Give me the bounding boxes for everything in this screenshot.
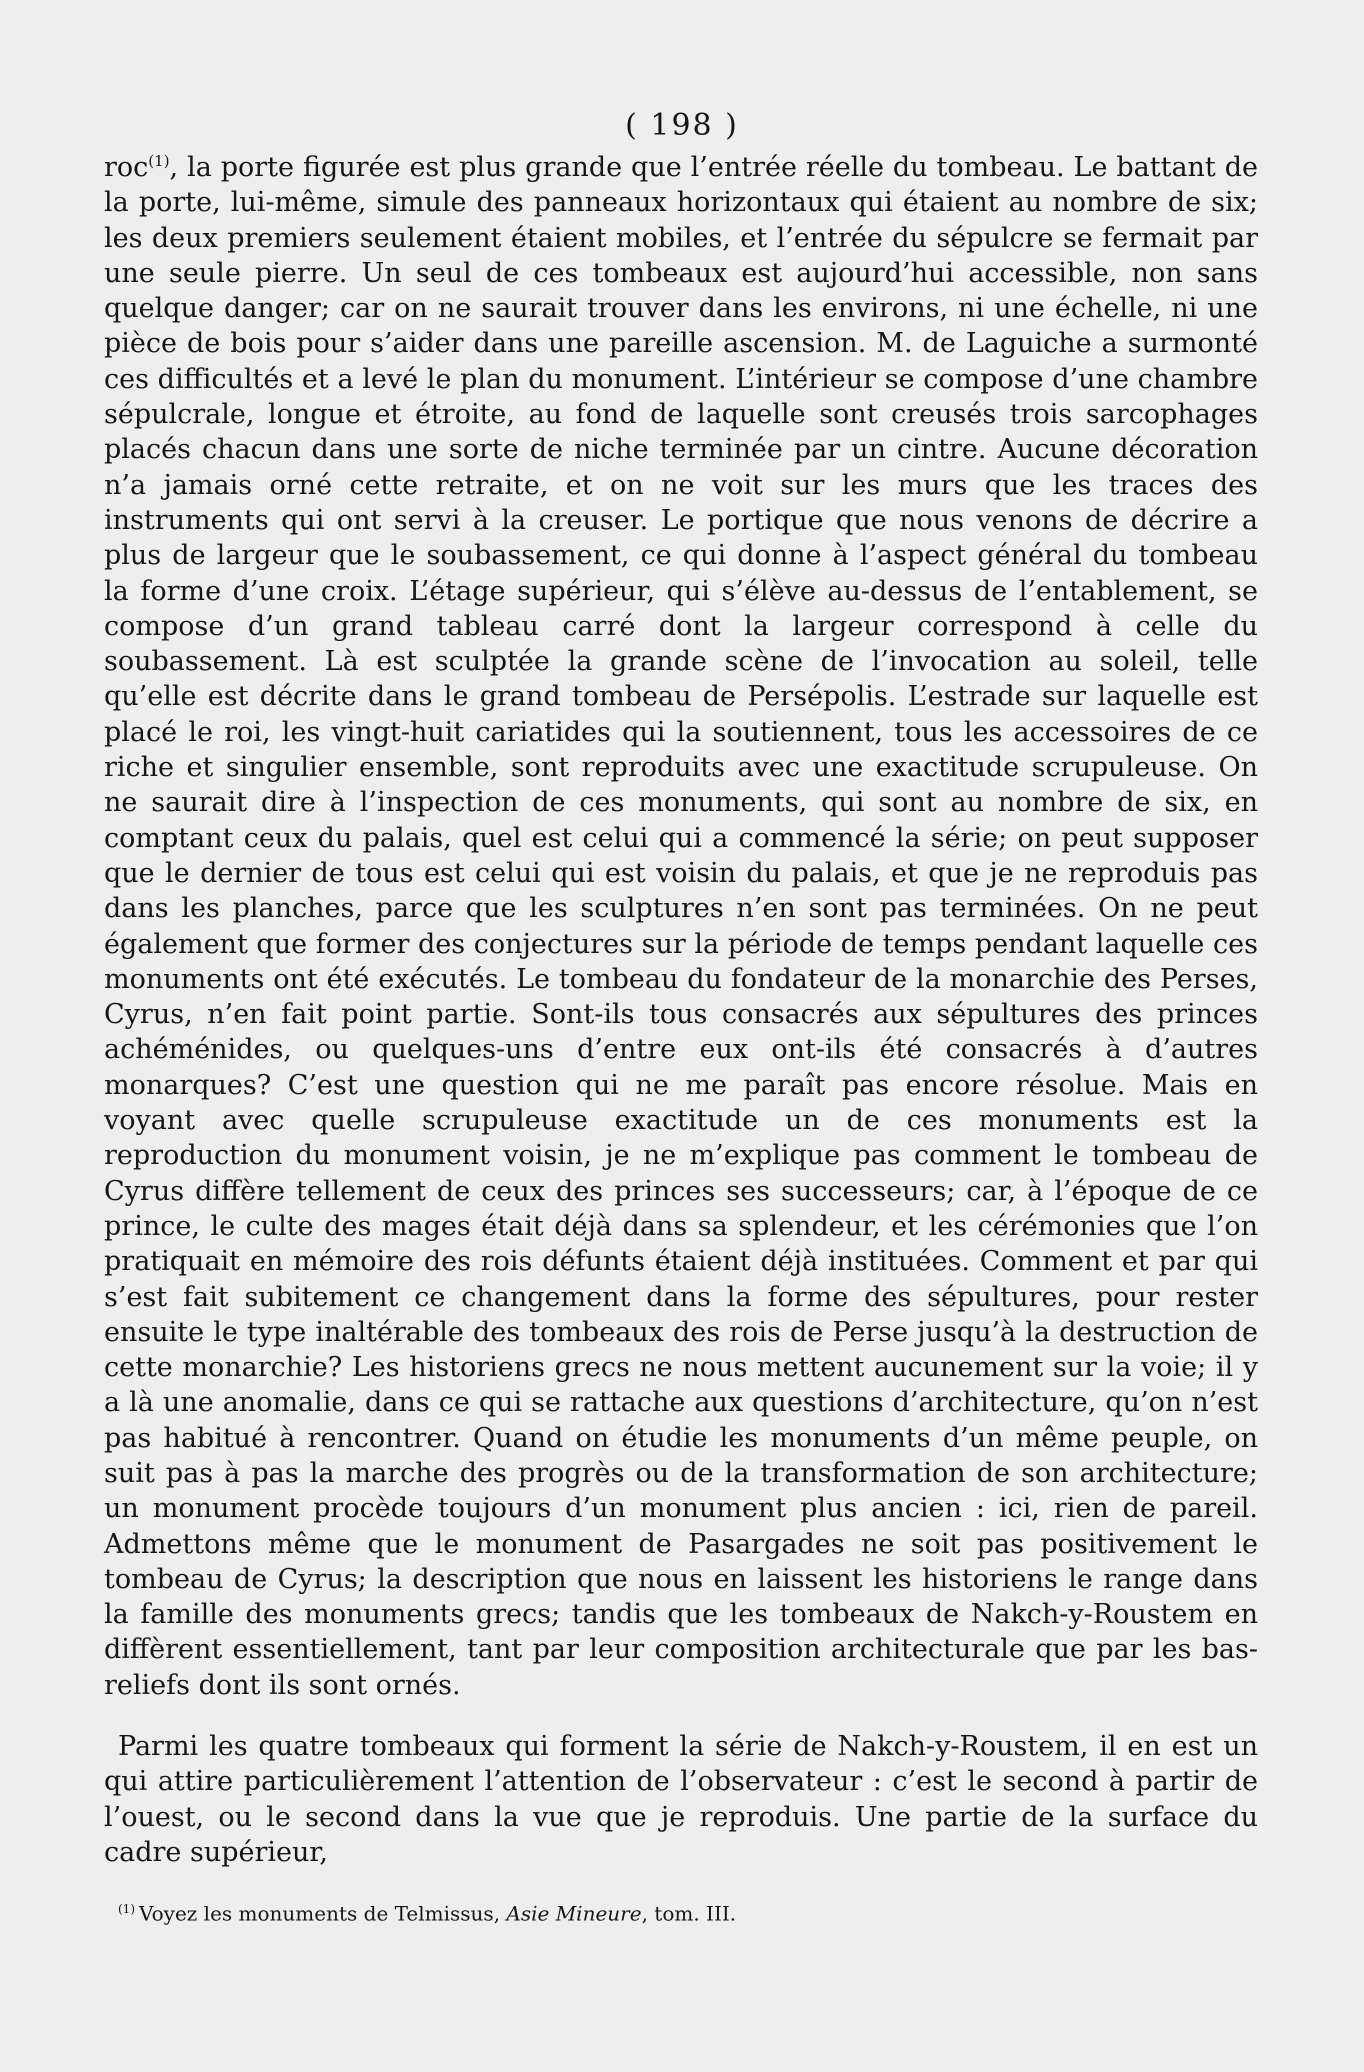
footnote-reference: (1) [148,152,170,170]
footnote-number: (1) [118,1902,135,1916]
page-number: ( 198 ) [625,108,739,143]
footnote [118,1896,1218,1927]
footnote-italic-title: Asie Mineure [506,1901,642,1926]
paragraph-1-body: , la porte figurée est plus grande que l’entrée réelle du tombeau. Le battant de la porte, lui-même, simule des panneaux horizontaux qui étaient au nombre de six; les deux premiers seulement étaient mobiles, et l’entrée du sépulcre se fermait par une seule pierre. Un seul de ces tombeaux est aujourd’hui accessible, non sans quelque danger; car on ne saurait trouver dans les environs, ni une échelle, ni une pièce de bois pour s’aider dans une pareille ascension. M. de Laguiche a surmonté ces difficultés et a levé le plan du monument. L’intérieur se compose d’une chambre sépulcrale, longue et étroite, au fond de laquelle sont creusés trois sarcophages placés chacun dans une sorte de niche terminée par un cintre. Aucune décoration n’a jamais orné cette retraite, et on ne voit sur les murs que les traces des instruments qui ont servi à la creuser. Le portique que nous venons de décrire a plus de largeur que le soubassement, ce qui donne à l’aspect général du tombeau la forme d’une croix. L’étage supérieur, qui s’élève au-dessus de l’entablement, se compose d’un grand tableau carré dont la largeur correspond à celle du soubassement. Là est sculptée la grande scène de l’invocation au soleil, telle qu’elle est décrite dans le grand tombeau de Persépolis. L’estrade sur laquelle est placé le roi, les vingt-huit cariatides qui la soutiennent, tous les accessoires de ce riche et singulier ensemble, sont reproduits avec une exactitude scrupuleuse. On ne saurait dire à l’inspection de ces monuments, qui sont au nombre de six, en comptant ceux du palais, quel est celui qui a commencé la série; on peut supposer que le dernier de tous est celui qui est voisin du palais, et que je ne reproduis pas dans les planches, parce que les sculptures n’en sont pas terminées. On ne peut également que former des conjectures sur la période de temps pendant laquelle ces monuments ont été exécutés. Le tombeau du fondateur de la monarchie des Perses, Cyrus, n’en fait point partie. Sont-ils tous consacrés aux sépultures des princes achéménides, ou quelques-uns d’entre eux ont-ils été consacrés à d’autres monarques? C’est une question qui ne me paraît pas encore résolue. Mais en voyant avec quelle scrupuleuse exactitude un de ces monuments est la reproduction du monument voisin, je ne m’explique pas comment le tombeau de Cyrus diffère tellement de ceux des princes ses successeurs; car, à l’époque de ce prince, le culte des mages était déjà dans sa splendeur, et les cérémonies que l’on pratiquait en mémoire des rois défunts étaient déjà instituées. Comment et par qui s’est fait subitement ce changement dans la forme des sépultures, pour rester ensuite le type inaltérable des tombeaux des rois de Perse jusqu’à la destruction de cette monarchie? Les historiens grecs ne nous mettent aucunement sur la voie; il y a là une anomalie, dans ce qui se rattache aux questions d’architecture, qu’on n’est pas habitué à rencontrer. Quand on étudie les monuments d’un même peuple, on suit pas à pas la marche des progrès ou de la transformation de son architecture; un monument procède toujours d’un monument plus ancien : ici, rien de pareil. Admettons même que le monument de Pasargades ne soit pas positivement le tombeau de Cyrus; la description que nous en laissent les historiens le range dans la famille des monuments grecs; tandis que les tombeaux de Nakch-y-Roustem en diffèrent essentiellement, tant par leur composition architecturale que par les bas-reliefs dont ils sont ornés. [104,152,1258,1701]
footnote-suffix: , tom. III. [641,1901,737,1926]
main-text [104,150,1258,1870]
paragraph-1-start: roc [104,152,149,183]
paragraph-1 [104,150,1258,1703]
paragraph-2: Parmi les quatre tombeaux qui forment la série de Nakch-y-Roustem, il en est un qui attire particulièrement l’attention de l’observateur : c’est le second à partir de l’ouest, ou le second dans la vue que je reproduis. Une partie de la surface du cadre supérieur, [104,1731,1258,1868]
footnote-prefix: Voyez les monuments de Telmissus, [139,1901,507,1926]
